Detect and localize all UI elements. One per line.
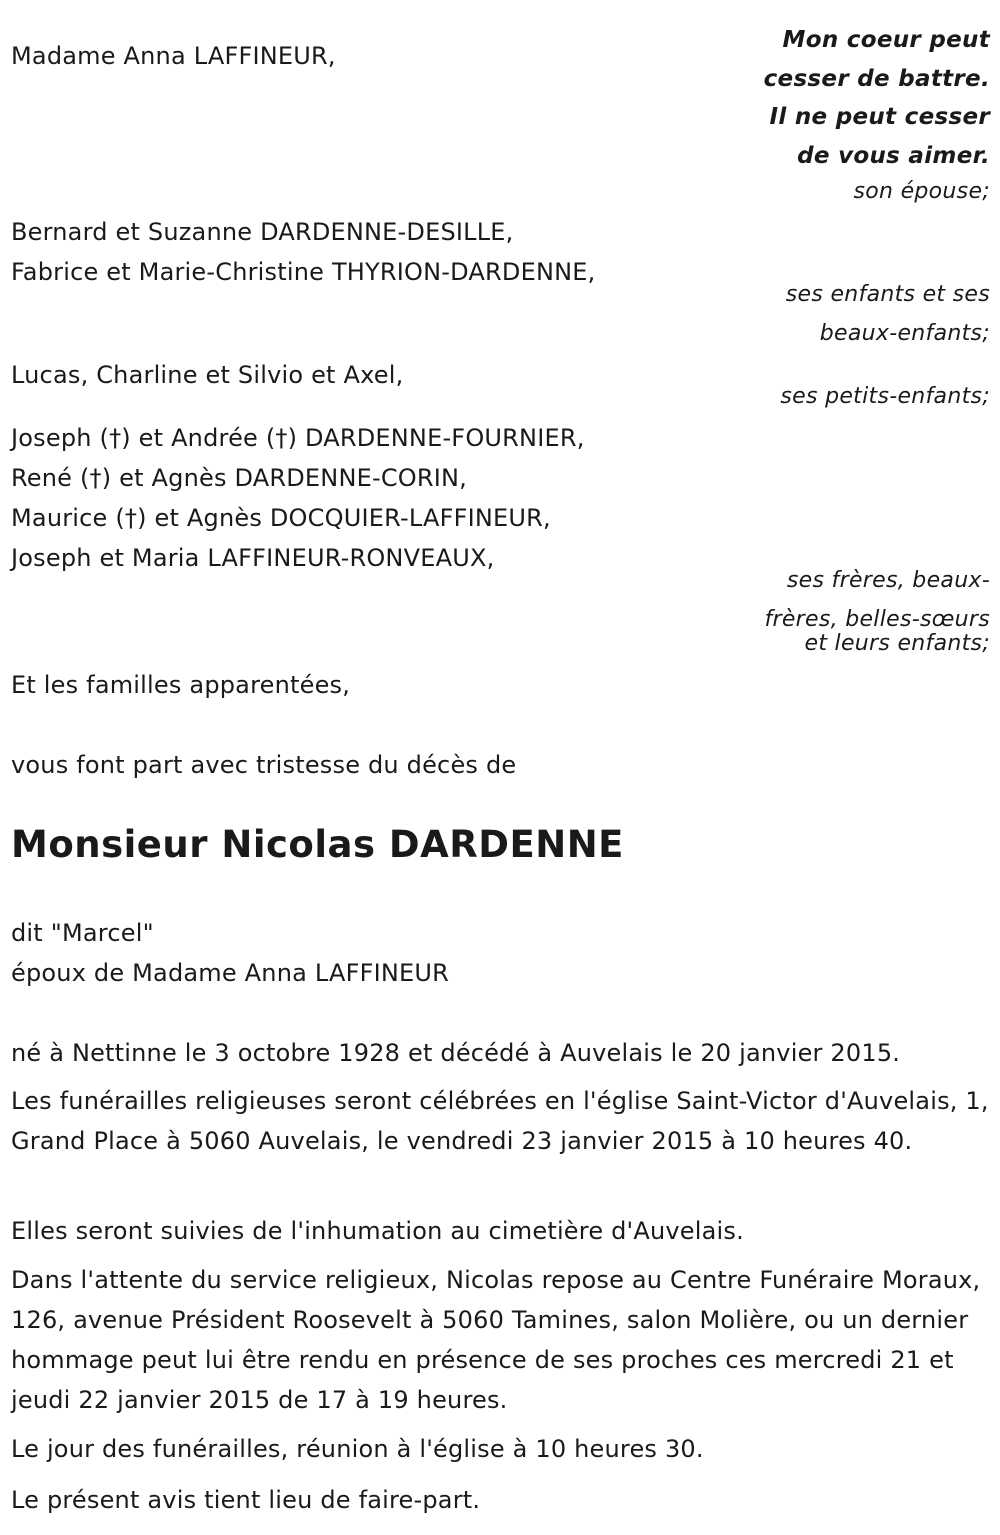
birth-death-paragraph: né à Nettinne le 3 octobre 1928 et décédé à Auvelais le 20 janvier 2015. <box>11 1039 901 1067</box>
family-sibling-1: Joseph (†) et Andrée (†) DARDENNE-FOURNIER, <box>11 424 585 452</box>
relatives-line: Et les familles apparentées, <box>11 671 351 699</box>
notice-paragraph: Le présent avis tient lieu de faire-part. <box>11 1486 481 1514</box>
family-sibling-2: René (†) et Agnès DARDENNE-CORIN, <box>11 464 468 492</box>
family-child-1: Bernard et Suzanne DARDENNE-DESILLE, <box>11 218 514 246</box>
funeral-paragraph: Les funérailles religieuses seront célébrées en l'église Saint-Victor d'Auvelais, 1, Grand Place à 5060 Auvelais, le vendredi 23 janvier 2015 à 10 heures 40. <box>11 1087 989 1155</box>
announcement-line: vous font part avec tristesse du décès de <box>11 751 517 779</box>
family-sibling-3: Maurice (†) et Agnès DOCQUIER-LAFFINEUR, <box>11 504 551 532</box>
deceased-spouse: époux de Madame Anna LAFFINEUR <box>11 959 450 987</box>
role-siblings-line-2: frères, belles-sœurs <box>764 607 990 632</box>
family-grandchildren: Lucas, Charline et Silvio et Axel, <box>11 361 404 389</box>
role-siblings-line-1: ses frères, beaux- <box>786 568 990 593</box>
quote-line-4: de vous aimer. <box>797 143 990 169</box>
family-spouse-name: Madame Anna LAFFINEUR, <box>11 42 336 70</box>
burial-paragraph: Elles seront suivies de l'inhumation au cimetière d'Auvelais. <box>11 1217 744 1245</box>
deceased-nickname: dit "Marcel" <box>11 919 154 947</box>
meeting-paragraph: Le jour des funérailles, réunion à l'église à 10 heures 30. <box>11 1435 704 1463</box>
family-sibling-4: Joseph et Maria LAFFINEUR-RONVEAUX, <box>11 544 495 572</box>
role-siblings-line-3: et leurs enfants; <box>804 631 990 656</box>
quote-line-1: Mon coeur peut <box>782 27 990 53</box>
viewing-paragraph: Dans l'attente du service religieux, Nicolas repose au Centre Funéraire Moraux, 126, avenue Président Roosevelt à 5060 Tamines, salon Molière, ou un dernier hommage peut lui être rendu en présence de ses proches ces mercredi 21 et jeudi 22 janvier 2015 de 17 à 19 heures. <box>11 1266 981 1414</box>
family-child-2: Fabrice et Marie-Christine THYRION-DARDENNE, <box>11 258 596 286</box>
role-children-line-2: beaux-enfants; <box>819 321 990 346</box>
quote-line-2: cesser de battre. <box>763 66 990 92</box>
deceased-name: Monsieur Nicolas DARDENNE <box>11 823 624 866</box>
quote-line-3: Il ne peut cesser <box>769 104 990 130</box>
role-spouse: son épouse; <box>853 179 990 204</box>
role-children-line-1: ses enfants et ses <box>785 282 990 307</box>
role-grandchildren: ses petits-enfants; <box>780 384 990 409</box>
